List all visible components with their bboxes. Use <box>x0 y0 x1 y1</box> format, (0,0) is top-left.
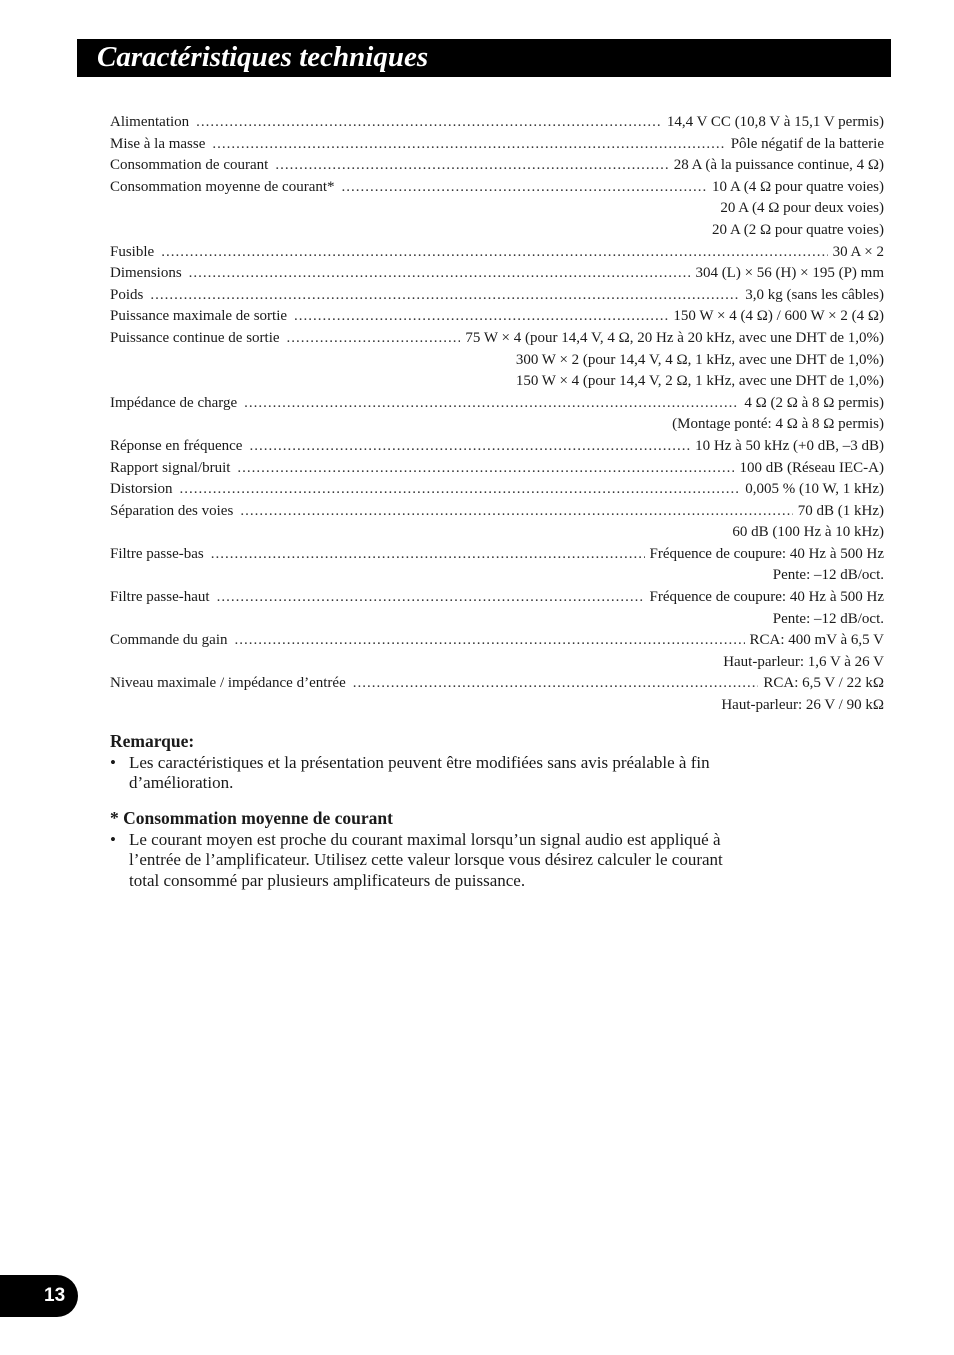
spec-label: Poids <box>110 286 144 303</box>
spec-value: 28 A (à la puissance continue, 4 Ω) <box>673 157 884 174</box>
spec-row <box>110 501 884 523</box>
bullet-icon: • <box>110 752 116 772</box>
spec-row <box>110 155 884 177</box>
spec-value: 60 dB (100 Hz à 10 kHz) <box>732 524 884 541</box>
footnote-heading: * Consommation moyenne de courant <box>110 808 393 828</box>
spec-value: Fréquence de coupure: 40 Hz à 500 Hz <box>649 545 884 562</box>
dot-leader <box>189 263 691 285</box>
spec-value: Pente: –12 dB/oct. <box>772 610 884 627</box>
spec-continuation-row <box>110 220 884 242</box>
spec-continuation-row <box>110 609 884 631</box>
spec-value: 10 A (4 Ω pour quatre voies) <box>712 178 884 195</box>
spec-line <box>110 306 884 328</box>
spec-row <box>110 242 884 264</box>
spec-line <box>110 112 884 134</box>
spec-row <box>110 328 884 350</box>
spec-continuation-row <box>110 414 884 436</box>
dot-leader <box>217 587 645 609</box>
spec-line <box>110 479 884 501</box>
page-number: 13 <box>0 1275 78 1317</box>
dot-leader <box>150 285 740 307</box>
spec-continuation-row <box>110 522 884 544</box>
spec-label: Mise à la masse <box>110 135 206 152</box>
spec-row <box>110 630 884 652</box>
spec-line <box>110 263 884 285</box>
spec-value: 4 Ω (2 Ω à 8 Ω permis) <box>744 394 884 411</box>
remarque-text: Les caractéristiques et la présentation peuvent être modifiées sans avis préalable à fin d’amélioration. <box>129 752 710 792</box>
dot-leader <box>212 134 725 156</box>
dot-leader <box>180 479 741 501</box>
spec-value: RCA: 6,5 V / 22 kΩ <box>763 675 884 692</box>
spec-value: 150 W × 4 (4 Ω) / 600 W × 2 (4 Ω) <box>673 308 884 325</box>
dot-leader <box>249 436 690 458</box>
spec-line <box>110 328 884 350</box>
spec-line <box>110 134 884 156</box>
spec-value: 150 W × 4 (pour 14,4 V, 2 Ω, 1 kHz, avec une DHT de 1,0%) <box>515 373 884 390</box>
spec-label: Fusible <box>110 243 155 260</box>
dot-leader <box>196 112 662 134</box>
spec-label: Consommation de courant <box>110 157 269 174</box>
spec-label: Réponse en fréquence <box>110 437 243 454</box>
spec-line <box>110 501 884 523</box>
spec-label: Consommation moyenne de courant* <box>110 178 335 195</box>
spec-row <box>110 285 884 307</box>
spec-continuation-row <box>110 350 884 372</box>
spec-value: 20 A (4 Ω pour deux voies) <box>720 200 884 217</box>
spec-table <box>110 112 884 717</box>
spec-label: Alimentation <box>110 114 190 130</box>
spec-value: 300 W × 2 (pour 14,4 V, 4 Ω, 1 kHz, avec une DHT de 1,0%) <box>515 351 884 368</box>
spec-line <box>110 155 884 177</box>
spec-label: Puissance maximale de sortie <box>110 308 288 325</box>
spec-value: 10 Hz à 50 kHz (+0 dB, –3 dB) <box>695 437 884 454</box>
spec-row <box>110 263 884 285</box>
spec-row <box>110 587 884 609</box>
spec-row <box>110 673 884 695</box>
spec-label: Impédance de charge <box>110 394 238 411</box>
spec-label: Filtre passe-haut <box>110 589 210 606</box>
remarque-bullet-item <box>110 753 750 794</box>
spec-value: 75 W × 4 (pour 14,4 V, 4 Ω, 20 Hz à 20 kHz, avec une DHT de 1,0%) <box>465 329 884 346</box>
spec-value: 100 dB (Réseau IEC-A) <box>739 459 884 476</box>
page-title: Caractéristiques techniques <box>77 39 891 77</box>
footnote-section <box>110 808 730 891</box>
dot-leader <box>294 306 668 328</box>
spec-value: 70 dB (1 kHz) <box>797 502 884 519</box>
spec-continuation-row <box>110 371 884 393</box>
spec-value: 30 A × 2 <box>832 243 884 260</box>
remarque-section <box>110 731 750 794</box>
spec-label: Distorsion <box>110 481 173 498</box>
spec-value: 304 (L) × 56 (H) × 195 (P) mm <box>695 265 884 282</box>
spec-row <box>110 479 884 501</box>
spec-label: Niveau maximale / impédance d’entrée <box>110 675 346 692</box>
spec-line <box>110 630 884 652</box>
remarque-heading: Remarque: <box>110 731 195 751</box>
spec-value: RCA: 400 mV à 6,5 V <box>749 632 884 649</box>
spec-label: Rapport signal/bruit <box>110 459 231 476</box>
footnote-bullet-item <box>110 830 730 892</box>
spec-row <box>110 177 884 199</box>
dot-leader <box>287 328 461 350</box>
spec-line <box>110 242 884 264</box>
spec-line <box>110 673 884 695</box>
spec-value: (Montage ponté: 4 Ω à 8 Ω permis) <box>672 416 884 433</box>
spec-row <box>110 393 884 415</box>
spec-row <box>110 436 884 458</box>
dot-leader <box>237 458 734 480</box>
spec-row <box>110 458 884 480</box>
spec-label: Dimensions <box>110 265 182 282</box>
dot-leader <box>244 393 739 415</box>
spec-value: Fréquence de coupure: 40 Hz à 500 Hz <box>649 589 884 606</box>
spec-value: 3,0 kg (sans les câbles) <box>745 286 884 303</box>
spec-continuation-row <box>110 652 884 674</box>
dot-leader <box>240 501 792 523</box>
spec-line <box>110 393 884 415</box>
dot-leader <box>342 177 708 199</box>
spec-line <box>110 436 884 458</box>
spec-line <box>110 544 884 566</box>
spec-row <box>110 134 884 156</box>
spec-label: Séparation des voies <box>110 502 234 519</box>
spec-label: Filtre passe-bas <box>110 545 204 562</box>
spec-line <box>110 285 884 307</box>
spec-row <box>110 112 884 134</box>
spec-value: 20 A (2 Ω pour quatre voies) <box>712 221 884 238</box>
spec-line <box>110 458 884 480</box>
spec-value: Pente: –12 dB/oct. <box>772 567 884 584</box>
spec-line <box>110 587 884 609</box>
dot-leader <box>211 544 645 566</box>
spec-row <box>110 306 884 328</box>
spec-continuation-row <box>110 695 884 717</box>
bullet-icon: • <box>110 829 116 849</box>
footnote-text: Le courant moyen est proche du courant maximal lorsqu’un signal audio est appliqué à l’entrée de l’amplificateur. Utilisez cette valeur lorsque vous désirez calculer le courant total consommé par plusieurs amplificateurs de puissance. <box>129 829 723 890</box>
spec-line <box>110 177 884 199</box>
spec-value: Pôle négatif de la batterie <box>730 135 884 152</box>
spec-label: Puissance continue de sortie <box>110 329 280 346</box>
dot-leader <box>353 673 759 695</box>
spec-value: Haut-parleur: 26 V / 90 kΩ <box>721 697 884 714</box>
spec-value: 14,4 V CC (10,8 V à 15,1 V permis) <box>666 114 884 130</box>
spec-row <box>110 544 884 566</box>
spec-continuation-row <box>110 198 884 220</box>
spec-label: Commande du gain <box>110 632 228 649</box>
spec-value: Haut-parleur: 1,6 V à 26 V <box>723 653 884 670</box>
spec-value: 0,005 % (10 W, 1 kHz) <box>745 481 884 498</box>
spec-continuation-row <box>110 565 884 587</box>
dot-leader <box>275 155 668 177</box>
dot-leader <box>161 242 827 264</box>
dot-leader <box>234 630 744 652</box>
